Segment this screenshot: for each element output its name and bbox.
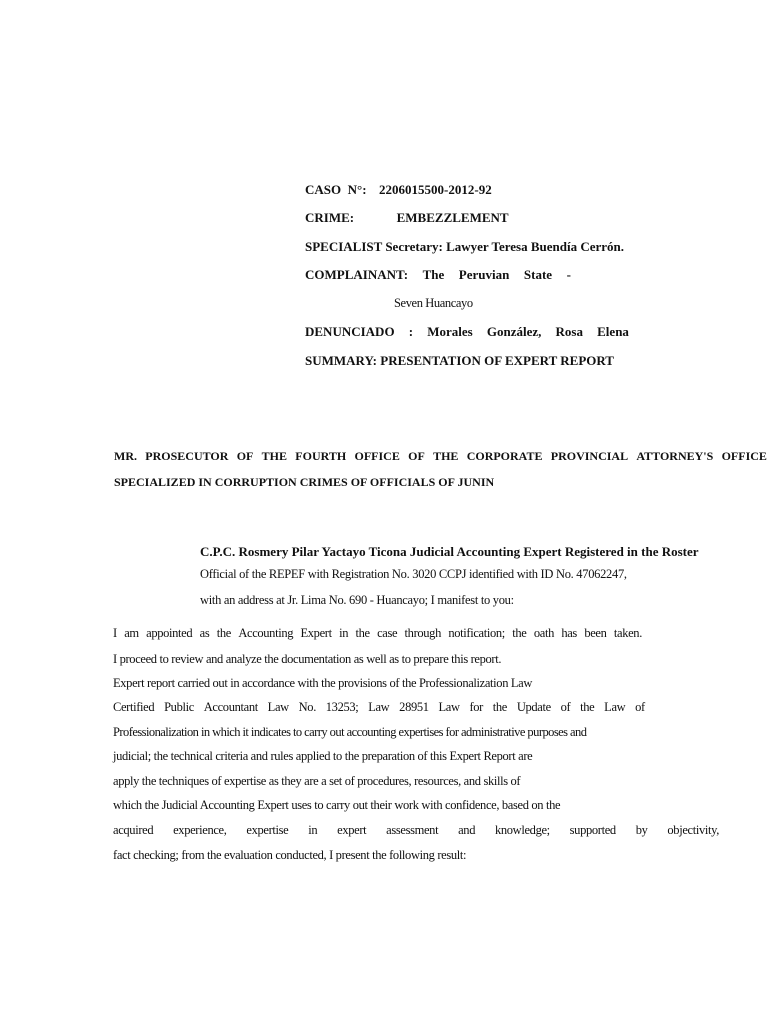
body-line-10: fact checking; from the evaluation conducted, I present the following result:: [113, 848, 467, 862]
addressee-word: ATTORNEY'S: [636, 449, 714, 463]
addressee-word: PROSECUTOR: [145, 449, 229, 463]
crime-label: CRIME:: [305, 210, 355, 225]
body-line-4-word: Law: [604, 700, 626, 714]
addressee-line-2: SPECIALIZED IN CORRUPTION CRIMES OF OFFICIALS OF JUNIN: [114, 475, 495, 489]
expert-line-3: with an address at Jr. Lima No. 690 - Huancayo; I manifest to you:: [200, 593, 514, 607]
body-line-4: [113, 701, 645, 714]
case-number-label: CASO N°:: [305, 182, 367, 197]
body-line-1-word: am: [124, 626, 139, 640]
body-line-7: apply the techniques of expertise as they are a set of procedures, resources, and skills of: [113, 774, 521, 788]
body-line-9-word: expert: [337, 823, 367, 837]
body-line-1-word: oath: [533, 626, 554, 640]
addressee-word: OFFICE: [354, 449, 400, 463]
specialist-line: [305, 240, 630, 253]
expert-name-line: C.P.C. Rosmery Pilar Yactayo Ticona Judicial Accounting Expert Registered in the Roster: [200, 544, 699, 559]
body-line-4-word: Accountant: [203, 700, 258, 714]
body-line-9-word: objectivity,: [667, 823, 719, 837]
body-line-9-word: and: [458, 823, 476, 837]
complainant-word: -: [566, 267, 571, 282]
denunciado-word: Rosa: [555, 324, 583, 339]
body-line-4-word: No.: [298, 700, 316, 714]
body-line-3: Expert report carried out in accordance with the provisions of the Professionalization Law: [113, 676, 533, 690]
addressee-word: FOURTH: [295, 449, 347, 463]
addressee-word: OF: [236, 449, 254, 463]
denunciado-word: DENUNCIADO: [305, 324, 395, 339]
denunciado-word: Morales: [427, 324, 473, 339]
addressee-word: THE: [433, 449, 459, 463]
body-line-9-word: in: [308, 823, 318, 837]
complainant-continuation: Seven Huancayo: [394, 296, 473, 310]
body-line-4-word: Law: [438, 700, 460, 714]
body-line-4-word: Law: [267, 700, 289, 714]
body-line-4-word: the: [580, 700, 595, 714]
body-line-1-word: been: [584, 626, 607, 640]
body-line-1-word: taken.: [613, 626, 642, 640]
body-line-1: [113, 627, 642, 640]
body-line-4-word: 13253;: [325, 700, 359, 714]
body-line-4-word: Law: [368, 700, 390, 714]
body-line-1-word: the: [216, 626, 231, 640]
body-line-4-word: Public: [164, 700, 194, 714]
complainant-word: The: [422, 267, 445, 282]
denunciado-line: [305, 325, 629, 338]
body-line-1-word: I: [113, 626, 117, 640]
case-number-value: 2206015500-2012-92: [379, 182, 492, 197]
case-number-line: [305, 183, 630, 196]
body-line-1-word: has: [561, 626, 577, 640]
denunciado-word: González,: [486, 324, 542, 339]
body-line-5: Professionalization in which it indicates to carry out accounting expertises for administrative purposes and: [113, 725, 587, 739]
complainant-line: [305, 268, 571, 281]
body-line-4-word: for: [469, 700, 483, 714]
addressee-word: OF: [408, 449, 425, 463]
body-line-1-word: notification;: [448, 626, 505, 640]
body-line-4-word: of: [635, 700, 645, 714]
body-line-4-word: of: [560, 700, 571, 714]
body-line-2: I proceed to review and analyze the documentation as well as to prepare this report.: [113, 652, 502, 666]
addressee-line-1: [114, 450, 767, 462]
body-line-6: judicial; the technical criteria and rules applied to the preparation of this Expert Report are: [113, 749, 533, 763]
body-line-4-word: 28951: [399, 700, 429, 714]
body-line-1-word: Accounting: [238, 626, 294, 640]
complainant-word: Peruvian: [458, 267, 510, 282]
body-line-9-word: knowledge;: [494, 823, 550, 837]
body-line-1-word: appointed: [146, 626, 193, 640]
expert-line-2: Official of the REPEF with Registration No. 3020 CCPJ identified with ID No. 47062247,: [200, 567, 627, 581]
crime-line: [305, 211, 630, 224]
addressee-word: CORPORATE: [466, 449, 543, 463]
addressee-word: MR.: [114, 449, 137, 463]
body-line-4-word: Update: [516, 700, 551, 714]
body-line-9-word: supported: [569, 823, 616, 837]
body-line-1-word: the: [512, 626, 527, 640]
denunciado-word: :: [408, 324, 414, 339]
summary-line: SUMMARY: PRESENTATION OF EXPERT REPORT: [305, 353, 614, 368]
body-line-9-word: expertise: [246, 823, 289, 837]
body-line-1-word: through: [404, 626, 441, 640]
body-line-9-word: experience,: [173, 823, 227, 837]
body-line-4-word: the: [492, 700, 508, 714]
addressee-word: PROVINCIAL: [550, 449, 629, 463]
body-line-9-word: assessment: [386, 823, 439, 837]
complainant-word: COMPLAINANT:: [305, 267, 409, 282]
addressee-word: THE: [261, 449, 287, 463]
body-line-8: which the Judicial Accounting Expert uses to carry out their work with confidence, based on the: [113, 798, 561, 812]
body-line-9-word: acquired: [113, 823, 154, 837]
body-line-1-word: in: [339, 626, 349, 640]
body-line-1-word: as: [199, 626, 210, 640]
crime-value: EMBEZZLEMENT: [396, 210, 509, 225]
body-line-4-word: Certified: [113, 700, 155, 714]
body-line-9-word: by: [635, 823, 648, 837]
body-line-1-word: Expert: [300, 626, 332, 640]
body-line-1-word: the: [355, 626, 370, 640]
complainant-word: State: [523, 267, 553, 282]
body-line-1-word: case: [377, 626, 398, 640]
specialist-value: Secretary: Lawyer Teresa Buendía Cerrón.: [385, 239, 624, 254]
addressee-word: OFFICE: [721, 449, 767, 463]
denunciado-word: Elena: [597, 324, 629, 339]
specialist-label: SPECIALIST: [305, 239, 383, 254]
body-line-9: [113, 824, 719, 837]
